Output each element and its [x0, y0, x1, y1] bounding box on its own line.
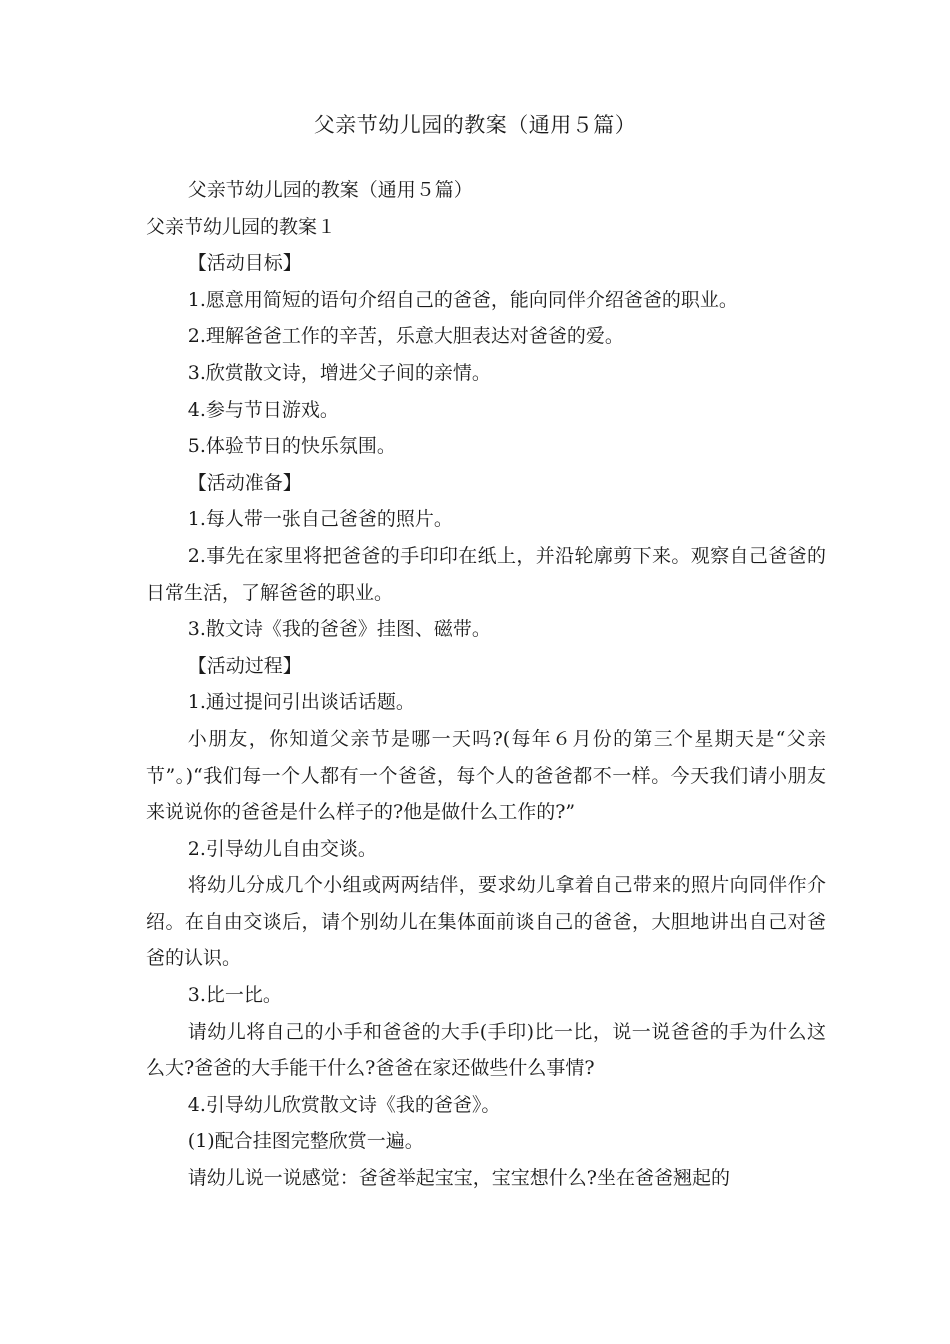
paragraph: 【活动过程】	[187, 654, 302, 677]
paragraph: 5.体验节日的快乐氛围。	[187, 435, 396, 458]
paragraph: 【活动目标】	[187, 252, 302, 275]
paragraph: 3.欣赏散文诗，增进父子间的亲情。	[187, 361, 491, 384]
paragraph: 小朋友，你知道父亲节是哪一天吗?(每年６月份的第三个星期天是“父亲节”。)“我们每一个人都有一个爸爸，每个人的爸爸都不一样。今天我们请小朋友来说说你的爸爸是什么样子的?他是做什么工作的?”	[146, 727, 826, 824]
paragraph: 1.通过提问引出谈话话题。	[187, 691, 415, 714]
paragraph: 1.每人带一张自己爸爸的照片。	[187, 508, 453, 531]
paragraph: 3.比一比。	[187, 984, 282, 1007]
paragraph: 3.散文诗《我的爸爸》挂图、磁带。	[187, 618, 491, 641]
paragraph: 【活动准备】	[187, 471, 302, 494]
paragraph: 将幼儿分成几个小组或两两结伴，要求幼儿拿着自己带来的照片向同伴作介绍。在自由交谈后，请个别幼儿在集体面前谈自己的爸爸，大胆地讲出自己对爸爸的认识。	[146, 874, 826, 970]
paragraph: 2.事先在家里将把爸爸的手印印在纸上，并沿轮廓剪下来。观察自己爸爸的日常生活，了解爸爸的职业。	[146, 544, 826, 604]
paragraph: 父亲节幼儿园的教案（通用５篇）	[187, 179, 473, 201]
document-body	[146, 172, 826, 1197]
paragraph: 2.引导幼儿自由交谈。	[187, 837, 377, 860]
paragraph: 请幼儿将自己的小手和爸爸的大手(手印)比一比，说一说爸爸的手为什么这么大?爸爸的大手能干什么?爸爸在家还做些什么事情?	[146, 1020, 826, 1080]
paragraph: 父亲节幼儿园的教案１	[146, 215, 337, 238]
paragraph: 1.愿意用简短的语句介绍自己的爸爸，能向同伴介绍爸爸的职业。	[187, 288, 738, 311]
paragraph: 请幼儿说一说感觉：爸爸举起宝宝，宝宝想什么?坐在爸爸翘起的	[187, 1167, 730, 1190]
paragraph: 2.理解爸爸工作的辛苦，乐意大胆表达对爸爸的爱。	[187, 325, 624, 348]
paragraph: 4.引导幼儿欣赏散文诗《我的爸爸》。	[187, 1093, 501, 1116]
paragraph: 4.参与节日游戏。	[187, 398, 339, 421]
paragraph: (1)配合挂图完整欣赏一遍。	[187, 1130, 424, 1153]
document-title: 父亲节幼儿园的教案（通用５篇）	[313, 113, 637, 137]
